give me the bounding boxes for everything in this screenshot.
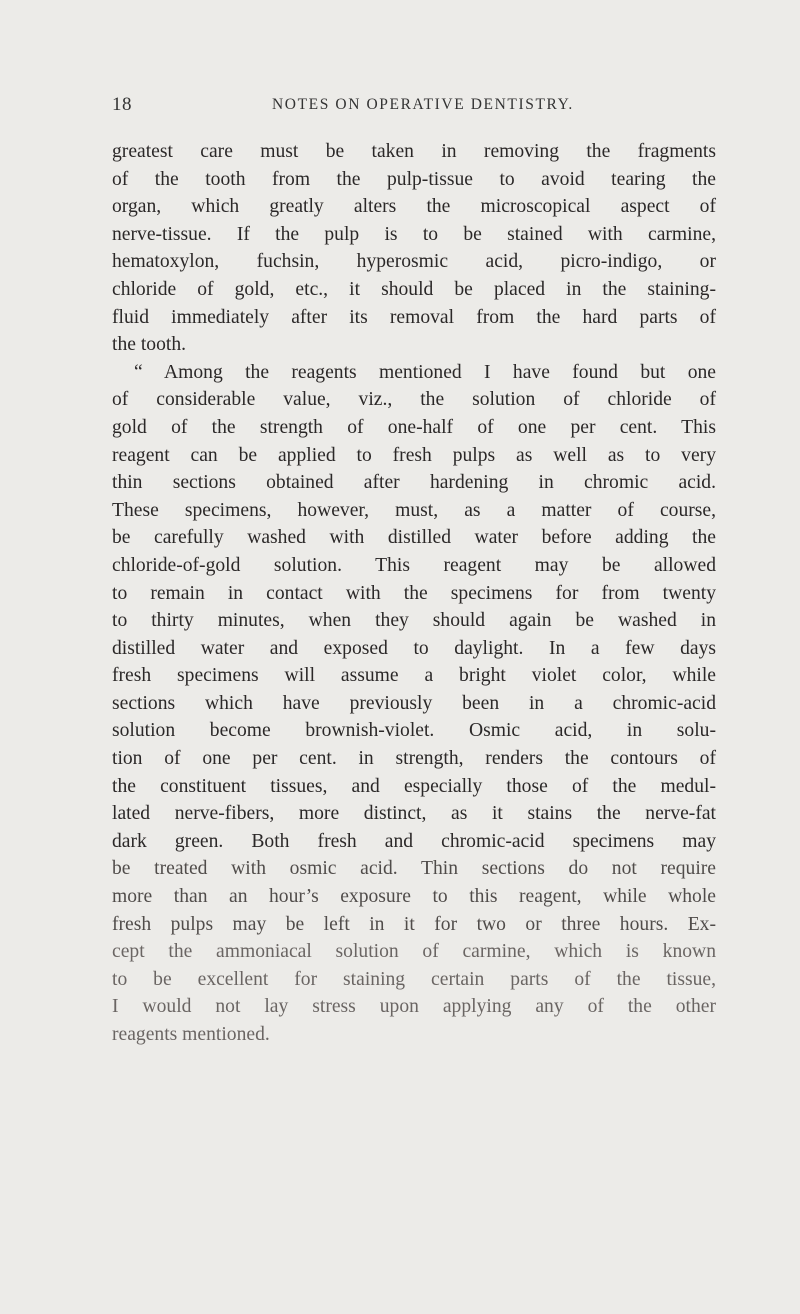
text-line: fresh specimens will assume a bright violet color, while [112, 665, 716, 687]
text-line: dark green. Both fresh and chromic-acid specimens may [112, 830, 716, 852]
text-line: to thirty minutes, when they should again be washed in [112, 610, 716, 632]
text-line: chloride-of-gold solution. This reagent may be allowed [112, 554, 716, 576]
text-line: hematoxylon, fuchsin, hyperosmic acid, picro-indigo, or [112, 251, 716, 273]
text-line: “ Among the reagents mentioned I have found but one [134, 361, 716, 383]
text-line: nerve-tissue. If the pulp is to be stained with carmine, [112, 223, 716, 245]
running-head [112, 94, 714, 118]
text-line: greatest care must be taken in removing the fragments [112, 141, 716, 162]
text-line: gold of the strength of one-half of one per cent. This [112, 416, 716, 438]
text-line: chloride of gold, etc., it should be placed in the staining- [112, 278, 716, 300]
body-text [112, 138, 716, 1049]
text-line: reagents mentioned. [112, 1024, 270, 1045]
page-number: 18 [112, 94, 132, 115]
text-line: be treated with osmic acid. Thin sections do not require [112, 858, 716, 880]
text-line: distilled water and exposed to daylight. In a few days [112, 637, 716, 659]
text-line: to remain in contact with the specimens for from twenty [112, 582, 716, 604]
running-title: NOTES ON OPERATIVE DENTISTRY. [272, 96, 574, 113]
text-line: fluid immediately after its removal from the hard parts of [112, 306, 716, 328]
text-line: sections which have previously been in a chromic-acid [112, 692, 716, 714]
text-line: solution become brownish-violet. Osmic acid, in solu- [112, 720, 716, 742]
text-line: lated nerve-fibers, more distinct, as it stains the nerve-fat [112, 803, 716, 825]
text-line: the tooth. [112, 334, 187, 356]
text-line: be carefully washed with distilled water before adding the [112, 527, 716, 549]
text-line: These specimens, however, must, as a matter of course, [112, 499, 716, 521]
text-line: of considerable value, viz., the solution of chloride of [112, 389, 716, 411]
text-line: organ, which greatly alters the microscopical aspect of [112, 196, 716, 218]
text-line: to be excellent for staining certain parts of the tissue, [112, 968, 716, 990]
text-line: thin sections obtained after hardening in chromic acid. [112, 472, 716, 494]
text-line: fresh pulps may be left in it for two or three hours. Ex- [112, 913, 716, 935]
text-line: of the tooth from the pulp-tissue to avoid tearing the [112, 168, 716, 190]
text-line: tion of one per cent. in strength, renders the contours of [112, 748, 716, 770]
text-line: reagent can be applied to fresh pulps as well as to very [112, 444, 716, 466]
text-line: more than an hour’s exposure to this reagent, while whole [112, 886, 716, 908]
text-line: I would not lay stress upon applying any of the other [112, 996, 716, 1018]
text-line: the constituent tissues, and especially those of the medul- [112, 775, 716, 797]
text-line: cept the ammoniacal solution of carmine, which is known [112, 941, 716, 963]
